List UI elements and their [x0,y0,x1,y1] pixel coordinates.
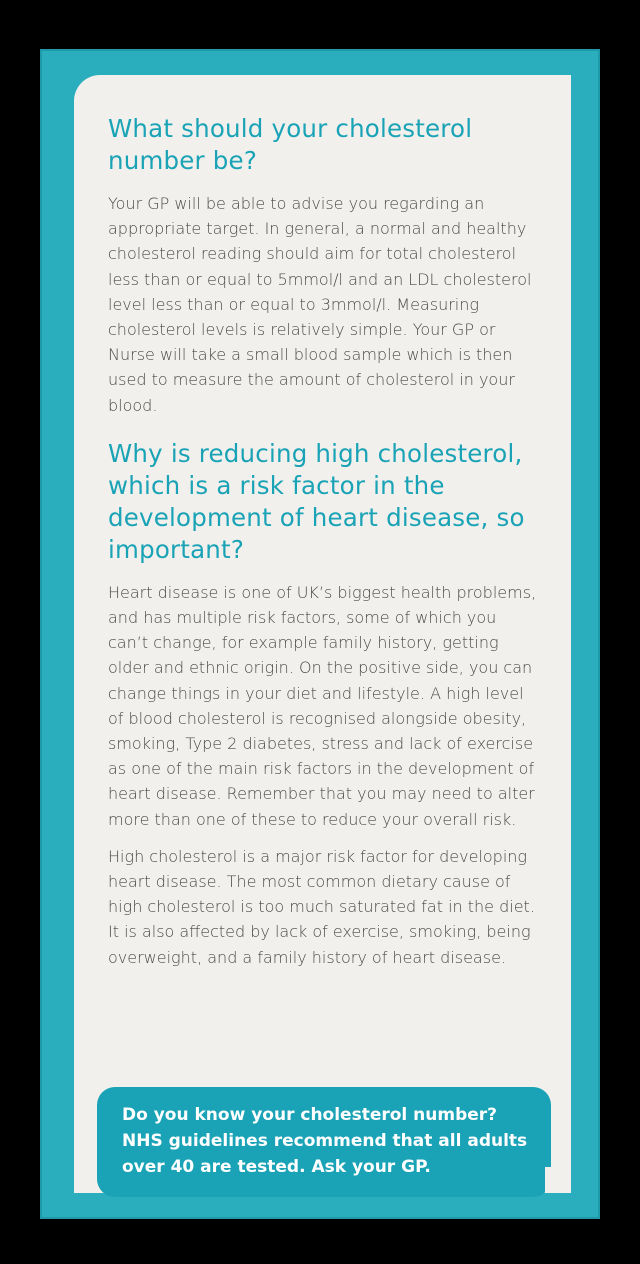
content-card [74,75,571,1193]
section2-heading: Why is reducing high cholesterol, which is a risk factor in the development of heart disease, so important? [108,438,525,564]
section2-paragraph-2: High cholesterol is a major risk factor for developing heart disease. The most common dietary cause of high cholesterol is too much saturated fat in the diet. It is also affected by lack of exercise, smoking, being overweight, and a family history of heart disease. [108,846,535,967]
callout-text: Do you know your cholesterol number? NHS guidelines recommend that all adults over 40 are tested. Ask your GP. [122,1105,528,1177]
callout-box [97,1087,551,1197]
section1-heading: What should your cholesterol number be? [108,114,473,175]
section1-body: Your GP will be able to advise you regarding an appropriate target. In general, a normal and healthy cholesterol reading should aim for total cholesterol less than or equal to 5mmol/l and an LDL cholesterol level less than or equal to 3mmol/l. Measuring cholesterol levels is relatively simple. Your GP or Nurse will take a small blood sample which is then used to measure the amount of cholesterol in your blood. [108,194,532,415]
leaflet-panel [40,49,600,1219]
section2-paragraph-1: Heart disease is one of UK’s biggest health problems, and has multiple risk factors, some of which you can’t change, for example family history, getting older and ethnic origin. On the positive side, you can change things in your diet and lifestyle. A high level of blood cholesterol is recognised alongside obesity, smoking, Type 2 diabetes, stress and lack of exercise as one of the main risk factors in the development of heart disease. Remember that you may need to alter more than one of these to reduce your overall risk. [108,582,537,829]
